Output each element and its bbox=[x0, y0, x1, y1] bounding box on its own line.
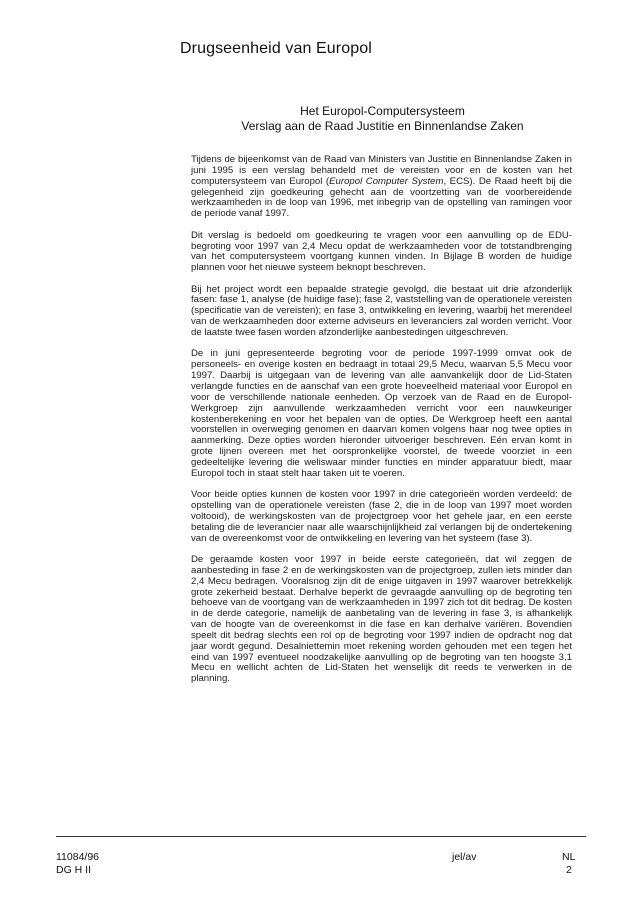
document-title: Het Europol-Computersysteem bbox=[300, 104, 465, 118]
footer-divider bbox=[56, 836, 586, 837]
paragraph-6: De geraamde kosten voor 1997 in beide eerste categorieën, dat wil zeggen de aanbesteding in fase 2 en de werkingskosten van de projectgroep, zullen iets minder dan 2,4 Mecu bedragen. Vooralsnog zijn dit de enige uitgaven in 1997 waarover betrekkelijk grote zekerheid bestaat. Derhalve beperkt de gevraagde aanvulling op de begroting ten behoeve van de voortgang van de werkzaamheden in 1997 zich tot dit bedrag. De kosten in de derde categorie, namelijk de aanbetaling van de levering in fase 3, is afhankelijk van de hoogte van de overeenkomst in die fase en kan derhalve variëren. Bovendien speelt dit bedrag slechts een rol op de begroting voor 1997 indien de opdracht nog dat jaar wordt gegund. Desalniettemin moet rekening worden gehouden met een tegen het eind van 1997 eventueel noodzakelijke aanvulling op de begroting van ten hoogste 3,1 Mecu en wellicht achten de Lid-Staten het wenselijk dit reeds te verwerken in de planning. bbox=[191, 553, 572, 685]
footer-right-block bbox=[562, 851, 575, 877]
footer-initials: jel/av bbox=[452, 851, 477, 863]
footer-doc-number: 11084/96 bbox=[56, 851, 100, 863]
footer-left-block bbox=[56, 851, 99, 877]
document-subtitle: Verslag aan de Raad Justitie en Binnenlandse Zaken bbox=[241, 119, 524, 133]
paragraph-5: Voor beide opties kunnen de kosten voor 1997 in drie categorieën worden verdeeld: de opstelling van de operationele vereisten (fase 2, die in de loop van 1997 moet worden voltooid), de werkingskosten van de projectgroep voor het gehele jaar, en een eerste betaling die de leverancier naar alle waarschijnlijkheid zal verlangen bij de ondertekening van de overeenkomst voor de ontwikkeling en levering van het systeem (fase 3). bbox=[191, 489, 572, 544]
paragraph-2: Dit verslag is bedoeld om goedkeuring te vragen voor een aanvulling op de EDU-begroting voor 1997 van 2,4 Mecu opdat de werkzaamheden voor de totstandbrenging van het computersysteem voortgang kunnen vinden. In Bijlage B worden de huidige plannen voor het nieuwe systeem beknopt beschreven. bbox=[191, 229, 572, 274]
footer-language: NL bbox=[562, 851, 576, 863]
document-body bbox=[191, 155, 572, 696]
paragraph-3: Bij het project wordt een bepaalde strategie gevolgd, die bestaat uit drie afzonderlijk fasen: fase 1, analyse (de huidige fase); fase 2, vaststelling van de operationele vereisten (specificatie van de vereisten); en fase 3, ontwikkeling en levering, waarbij het merendeel van de werkzaamheden door externe adviseurs en leveranciers zal worden verricht. Voor de laatste twee fasen worden afzonderlijke aanbestedingen uitgeschreven. bbox=[191, 283, 572, 338]
document-header-title: Drugseenheid van Europol bbox=[180, 40, 372, 57]
footer-page-number: 2 bbox=[566, 864, 572, 876]
paragraph-4: De in juni gepresenteerde begroting voor de periode 1997-1999 omvat ook de personeels- en overige kosten en bedraagt in totaal 29,5 Mecu, waarvan 5,5 Mecu voor 1997. Daarbij is uitgegaan van de levering van alle aanvankelijk door de Lid-Staten verlangde functies en de aanschaf van een grote hoeveelheid materiaal voor Europol en voor de verschillende nationale eenheden. Op verzoek van de Raad en de Europol-Werkgroep zijn aanvullende werkzaamheden verricht voor een nauwkeuriger kostenberekening en voor het bepalen van de opties. De Werkgroep heeft een aantal voorstellen in overweging genomen en daarvan komen volgens haar nog twee opties in aanmerking. Deze opties worden hieronder uitvoeriger beschreven. Eén ervan komt in grote lijnen overeen met het oorspronkelijke voorstel, de tweede voorziet in een gedeeltelijke levering die weliswaar minder functies en minder apparatuur biedt, maar Europol toch in staat stelt haar taken uit te voeren. bbox=[191, 348, 572, 479]
paragraph-1: Tijdens de bijeenkomst van de Raad van Ministers van Justitie en Binnenlandse Zaken in juni 1995 is een verslag behandeld met de vereisten voor en de kosten van het computersysteem van Europol (Europol Computer System, ECS). De Raad heeft bij die gelegenheid zijn goedkeuring gehecht aan de voortzetting van de voorbereidende werkzaamheden in de loop van 1996, met inbegrip van de opstelling van ramingen voor de periode vanaf 1997. bbox=[191, 154, 573, 220]
footer-dept: DG H II bbox=[56, 864, 92, 876]
